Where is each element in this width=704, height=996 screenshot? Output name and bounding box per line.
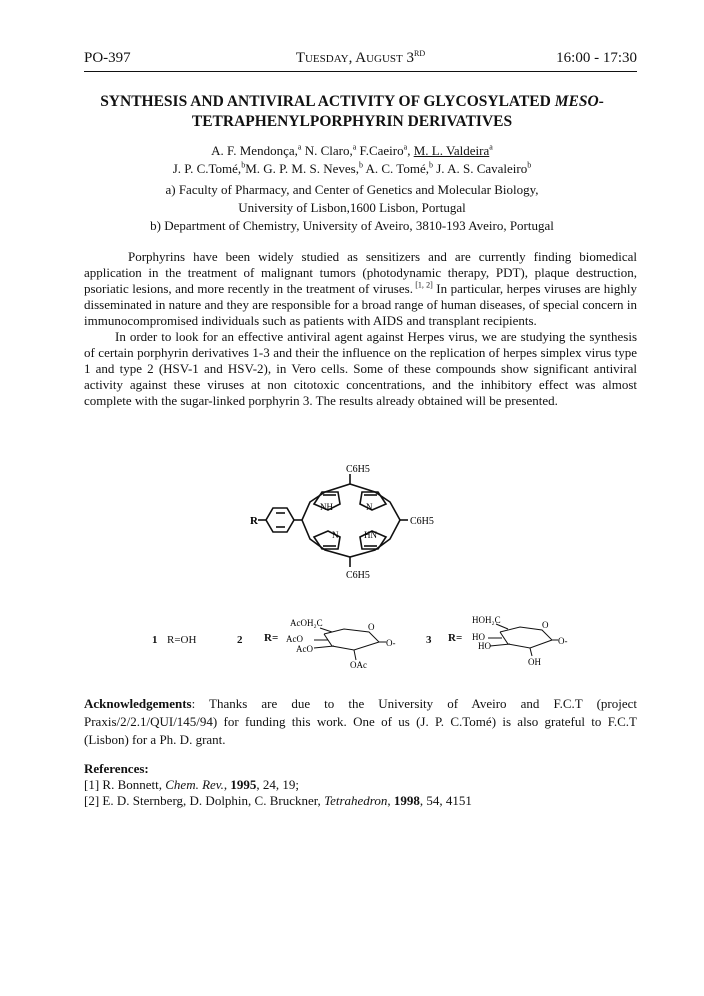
compound-3-r: R= <box>448 632 463 644</box>
pyrrole-n-top: N <box>366 502 373 512</box>
session-time: 16:00 - 17:30 <box>556 50 637 66</box>
svg-text:O: O <box>542 620 549 630</box>
r-substituent: R <box>250 515 258 527</box>
svg-text:AcOH₂C: AcOH₂C <box>290 618 323 628</box>
compound-2-number: 2 <box>237 634 243 646</box>
session-date: Tuesday, August 3RD <box>295 49 426 66</box>
glucose <box>470 612 580 670</box>
r-group-definitions <box>140 612 580 676</box>
compound-3-number: 3 <box>426 634 432 646</box>
ack-text: : Thanks are due to the University of Aveiro and F.C.T (project Praxis/2/2.1/QUI/145/94) for funding this work. One of us (J. P. C.Tomé) is also grateful to F.C.T (Lisbon) for a Ph. D. grant. <box>84 696 637 747</box>
svg-text:OAc: OAc <box>350 660 367 670</box>
svg-text:HO: HO <box>478 641 491 651</box>
affiliation-a: a) Faculty of Pharmacy, and Center of Genetics and Molecular Biology, <box>165 182 539 197</box>
references <box>84 761 637 809</box>
abstract-paragraph-1: Porphyrins have been widely studied as sensitizers and are currently finding biomedical application in the treatment of malignant tumors (photodynamic therapy, PDT), plaque destruction, psoriatic lesions, and more recently in the treatment of viruses. [1, 2] In particular, herpes viruses are highly disseminated in nature and they are responsible for a broad range of human diseases, of special concern in immunocompromised individuals such as patients with AIDS and transplant recipients. <box>84 249 637 328</box>
reference-2: [2] E. D. Sternberg, D. Dolphin, C. Bruckner, Tetrahedron, 1998, 54, 4151 <box>84 793 472 808</box>
author-list: A. F. Mendonça,$^a$ N. Claro,$^a$ F.Caeiro$^a$, M. L. Valdeira$^a$ J. P. C.Tomé,$^b$M. G. P. M. S. Neves,$^b$ A. C. Tomé,$^b$ J. A. S. Cavaleiro$^b$ <box>172 142 532 176</box>
abstract-code: PO-397 <box>84 50 131 66</box>
pyrrole-hn: HN <box>364 530 377 540</box>
svg-text:O-: O- <box>386 638 396 648</box>
reference-1: [1] R. Bonnett, Chem. Rev., 1995, 24, 19; <box>84 777 299 792</box>
running-header <box>84 50 637 72</box>
svg-text:AcO: AcO <box>286 634 303 644</box>
acknowledgements <box>84 695 637 749</box>
compound-1-r: R=OH <box>167 634 197 646</box>
svg-text:O: O <box>368 622 375 632</box>
affiliation-a-city: University of Lisbon,1600 Lisbon, Portugal <box>238 200 466 215</box>
meso-phenyl-right: C6H5 <box>410 516 434 527</box>
svg-text:OH: OH <box>528 657 541 667</box>
svg-text:AcO: AcO <box>296 644 313 654</box>
abstract-body <box>84 249 637 409</box>
porphyrin-structure <box>250 462 450 584</box>
pyrrole-n-bottom: N <box>332 530 339 540</box>
compound-1-number: 1 <box>152 634 158 646</box>
meso-phenyl-top: C6H5 <box>346 464 370 475</box>
svg-text:O-: O- <box>558 636 568 646</box>
svg-text:HOH₂C: HOH₂C <box>472 615 501 625</box>
tetraacetyl-glucose <box>284 612 414 670</box>
compound-2-r: R= <box>264 632 279 644</box>
header-rule <box>84 71 637 72</box>
presenting-author: M. L. Valdeira <box>413 143 490 158</box>
meso-phenyl-bottom: C6H5 <box>346 570 370 581</box>
pyrrole-nh: NH <box>320 502 333 512</box>
affiliations <box>60 181 644 235</box>
abstract-paragraph-2: In order to look for an effective antiviral agent against Herpes virus, we are studying the synthesis of certain porphyrin derivatives 1-3 and their the influence on the replication of herpes simplex virus type 1 and type 2 (HSV-1 and HSV-2), in Vero cells. Some of these compounds show significant antiviral activity against these viruses at non citotoxic concentrations, and the inhibitory effect was almost complete with the sugar-linked porphyrin 3. The results already obtained will be presented. <box>84 329 637 408</box>
svg-text:HO: HO <box>472 632 485 642</box>
references-heading: References: <box>84 761 149 776</box>
ack-label: Acknowledgements <box>84 696 192 711</box>
paper-title: SYNTHESIS AND ANTIVIRAL ACTIVITY OF GLYCOSYLATED MESO- TETRAPHENYLPORPHYRIN DERIVATIVES <box>100 93 604 130</box>
affiliation-b: b) Department of Chemistry, University of Aveiro, 3810-193 Aveiro, Portugal <box>150 218 554 233</box>
